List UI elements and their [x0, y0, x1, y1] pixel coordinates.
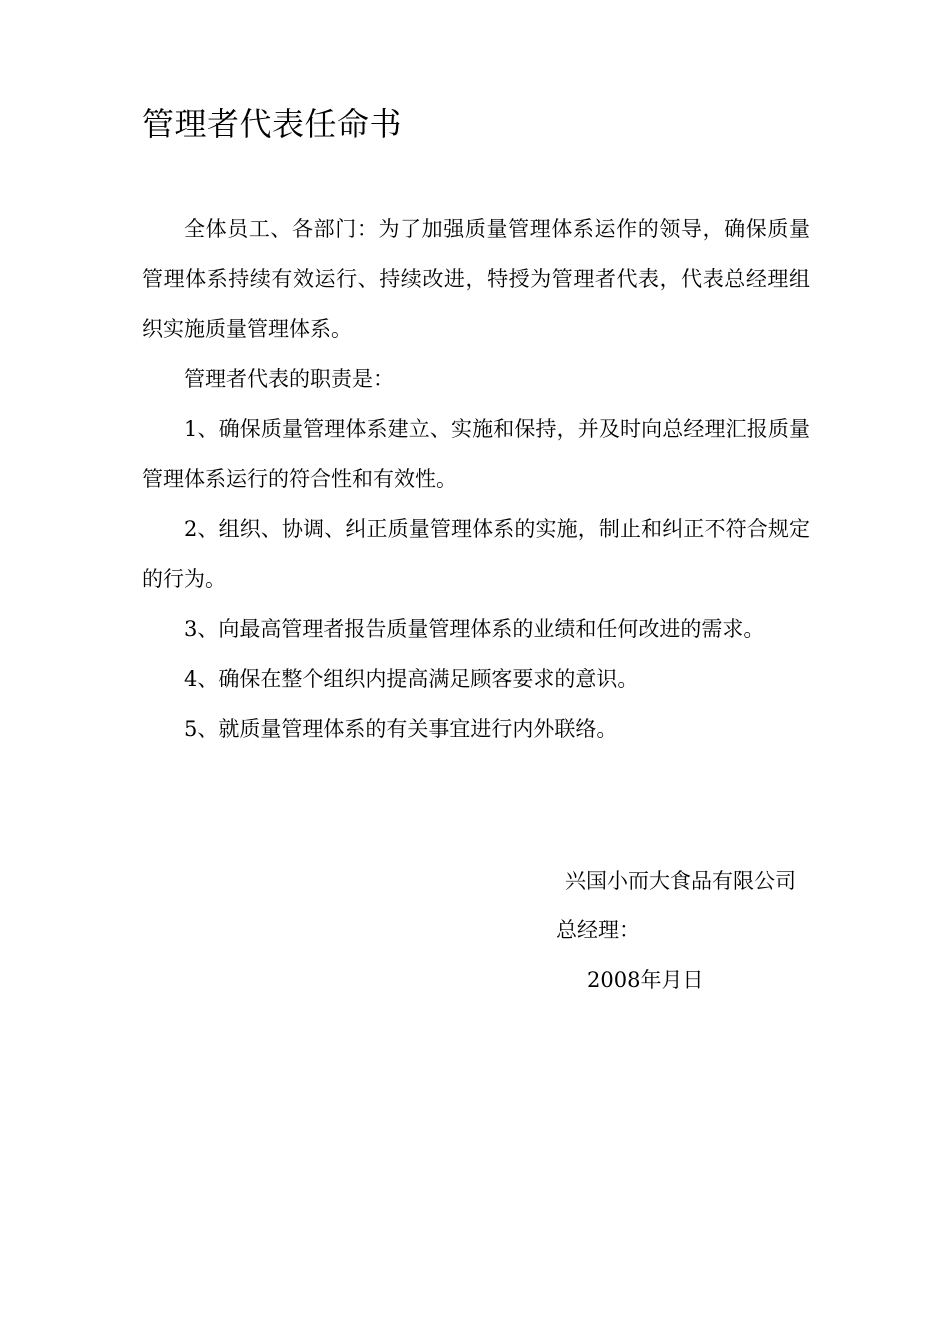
duty-item-3: 3、向最高管理者报告质量管理体系的业绩和任何改进的需求。	[184, 617, 765, 641]
signature-date: 2008年月日	[587, 968, 704, 992]
duty-item-2: 2、组织、协调、纠正质量管理体系的实施，制止和纠正不符合规定的行为。	[142, 517, 810, 591]
paragraph-duties-heading: 管理者代表的职责是：	[184, 367, 394, 391]
signature-manager-label: 总经理：	[556, 918, 640, 942]
duty-item-4: 4、确保在整个组织内提高满足顾客要求的意识。	[184, 667, 639, 691]
signature-company: 兴国小而大食品有限公司	[565, 869, 796, 893]
duty-item-1: 1、确保质量管理体系建立、实施和保持，并及时向总经理汇报质量管理体系运行的符合性和有效性。	[142, 417, 810, 491]
document-title: 管理者代表任命书	[142, 105, 403, 143]
paragraph-intro: 全体员工、各部门：为了加强质量管理体系运作的领导，确保质量管理体系持续有效运行、持续改进，特授为管理者代表，代表总经理组织实施质量管理体系。	[142, 217, 810, 341]
duty-item-5: 5、就质量管理体系的有关事宜进行内外联络。	[184, 717, 618, 741]
document-body	[142, 204, 810, 754]
